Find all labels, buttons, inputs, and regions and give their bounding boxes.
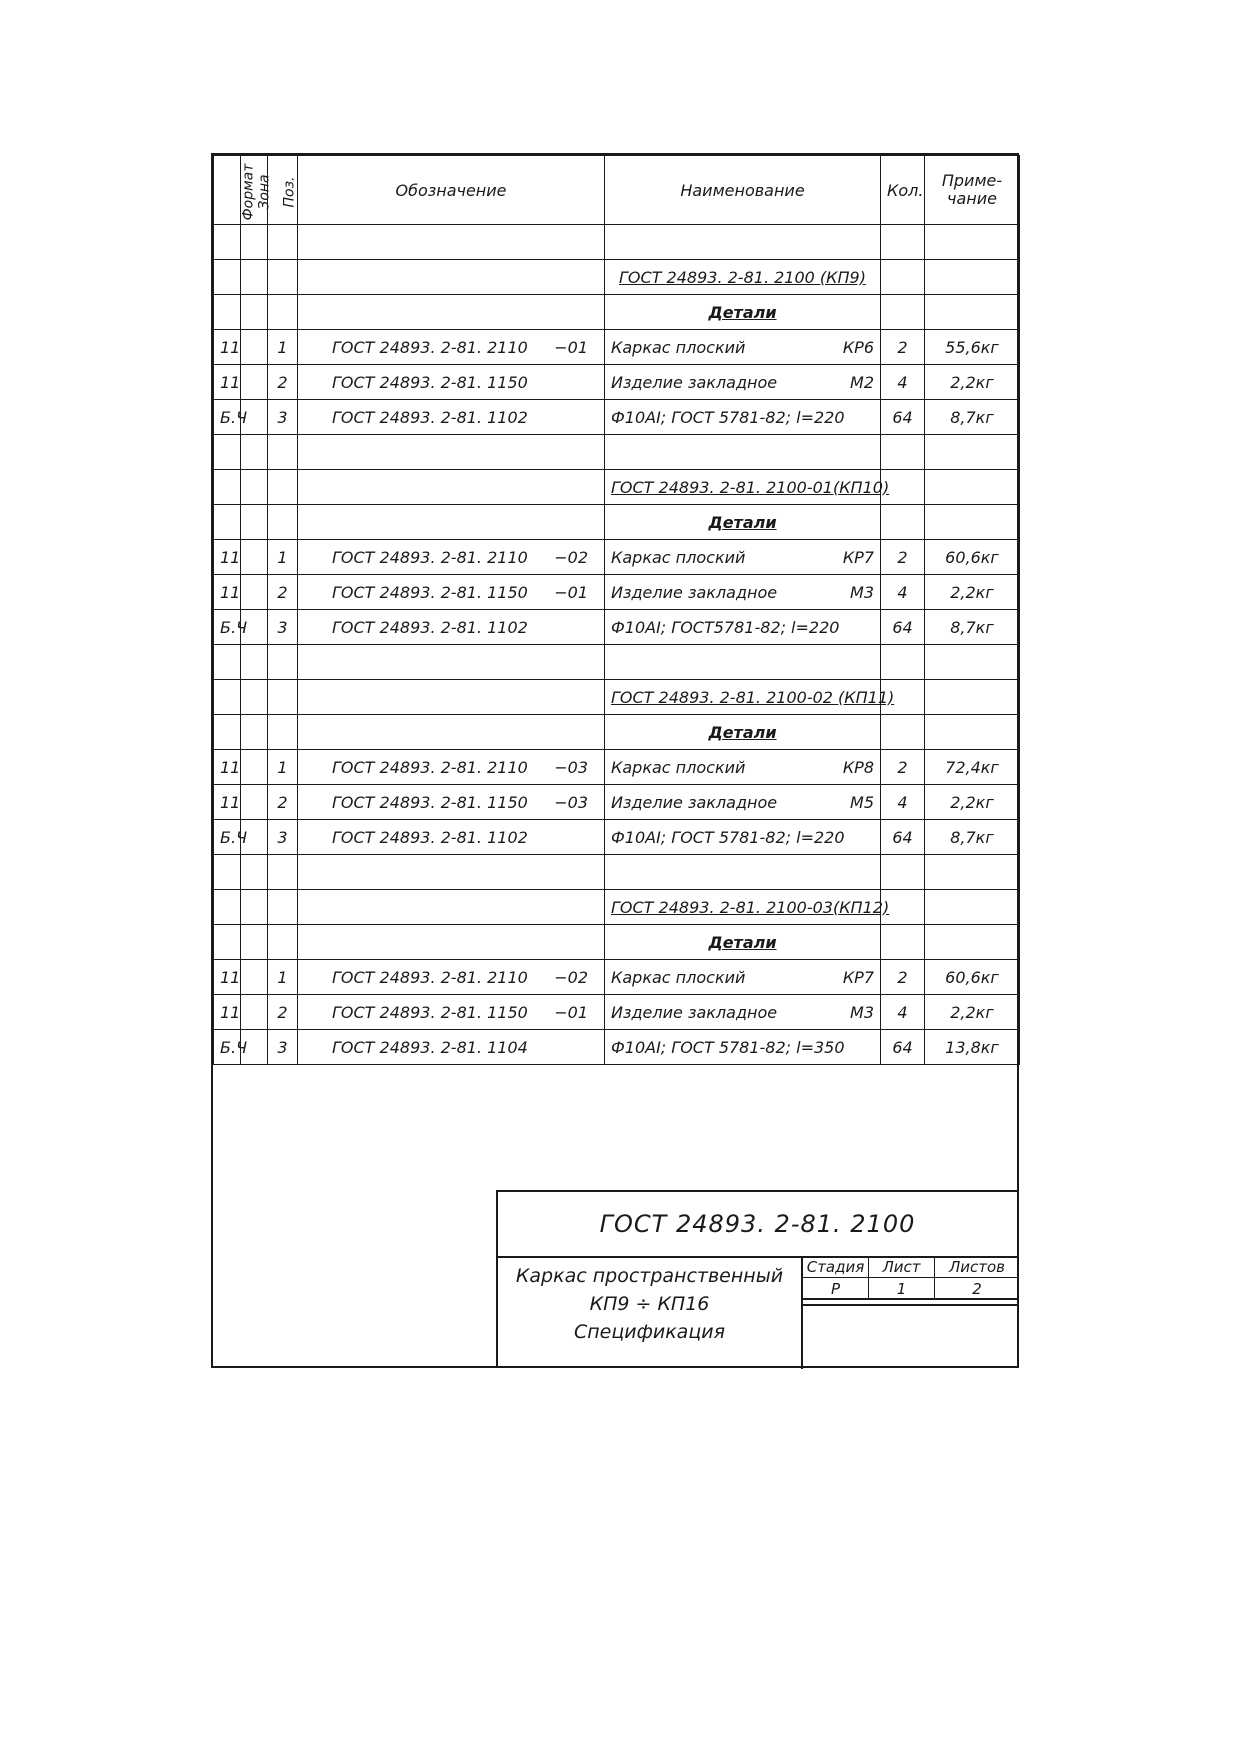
qty-cell: 2 (881, 960, 925, 995)
designation-wrap (304, 618, 598, 637)
table-row (214, 1030, 1020, 1065)
empty-cell (268, 715, 298, 750)
table-row (214, 575, 1020, 610)
sheets-value: 2 (935, 1278, 1019, 1300)
section-details-label-row (214, 505, 1020, 540)
format-cell: 11 (214, 540, 241, 575)
name-cell (605, 400, 881, 435)
item-name: Изделие закладное (611, 1002, 778, 1022)
qty-cell: 4 (881, 575, 925, 610)
qty-cell: 64 (881, 1030, 925, 1065)
zone-cell (241, 750, 268, 785)
section-document-row (214, 470, 1020, 505)
empty-cell (881, 645, 925, 680)
sheets-label: Листов (935, 1256, 1019, 1278)
empty-cell (214, 715, 241, 750)
empty-cell (241, 680, 268, 715)
table-row (214, 820, 1020, 855)
empty-cell (881, 855, 925, 890)
name-cell (605, 365, 881, 400)
designation-cell (298, 400, 605, 435)
note-cell: 2,2кг (925, 575, 1020, 610)
sheet-value: 1 (869, 1278, 935, 1300)
pos-cell: 1 (268, 330, 298, 365)
empty-row (214, 435, 1020, 470)
empty-cell (925, 435, 1020, 470)
zone-cell (241, 330, 268, 365)
empty-cell (298, 295, 605, 330)
designation-wrap (304, 583, 598, 602)
designation-wrap (304, 408, 598, 427)
specification-table (213, 155, 1020, 1065)
header-name: Наименование (605, 156, 881, 225)
empty-cell (881, 295, 925, 330)
designation-wrap (304, 968, 598, 987)
empty-cell (214, 295, 241, 330)
name-cell (605, 540, 881, 575)
empty-cell (298, 505, 605, 540)
section-details-label-row (214, 715, 1020, 750)
name-cell (605, 820, 881, 855)
pos-cell: 2 (268, 575, 298, 610)
section-document-text: ГОСТ 24893. 2-81. 2100-01(КП10) (611, 477, 890, 497)
empty-cell (925, 645, 1020, 680)
note-cell: 13,8кг (925, 1030, 1020, 1065)
name-wrap (611, 373, 874, 392)
item-mark: М2 (850, 372, 874, 392)
note-cell: 2,2кг (925, 365, 1020, 400)
designation-wrap (304, 1038, 598, 1057)
empty-cell (268, 225, 298, 260)
empty-cell (298, 260, 605, 295)
empty-row (214, 855, 1020, 890)
zone-cell (241, 575, 268, 610)
title-block (496, 1190, 1017, 1367)
item-name: Ф10АI; ГОСТ 5781-82; l=220 (611, 407, 845, 427)
item-name: Каркас плоский (611, 547, 746, 567)
spec-sheet-frame (211, 153, 1019, 1368)
empty-cell (241, 925, 268, 960)
item-name: Каркас плоский (611, 967, 746, 987)
name-wrap (611, 1038, 874, 1057)
designation-code: ГОСТ 24893. 2-81. 1102 (332, 827, 528, 847)
qty-cell: 64 (881, 820, 925, 855)
empty-cell (881, 260, 925, 295)
designation-cell (298, 1030, 605, 1065)
name-cell (605, 995, 881, 1030)
designation-code: ГОСТ 24893. 2-81. 1104 (332, 1037, 528, 1057)
designation-wrap (304, 758, 598, 777)
designation-code: ГОСТ 24893. 2-81. 2110 (332, 757, 528, 777)
empty-cell (241, 855, 268, 890)
section-document (605, 260, 881, 295)
empty-cell (605, 855, 881, 890)
empty-cell (214, 225, 241, 260)
name-wrap (611, 548, 874, 567)
note-cell: 60,6кг (925, 960, 1020, 995)
designation-code: ГОСТ 24893. 2-81. 1150 (332, 372, 528, 392)
name-wrap (611, 1003, 874, 1022)
empty-cell (925, 890, 1020, 925)
qty-cell: 2 (881, 750, 925, 785)
name-wrap (611, 618, 874, 637)
empty-cell (925, 295, 1020, 330)
note-cell: 2,2кг (925, 785, 1020, 820)
table-row (214, 400, 1020, 435)
section-details-label (605, 925, 881, 960)
zone-cell (241, 365, 268, 400)
name-wrap (611, 338, 874, 357)
item-name: Ф10АI; ГОСТ 5781-82; l=350 (611, 1037, 845, 1057)
item-mark: М3 (850, 582, 874, 602)
designation-code: ГОСТ 24893. 2-81. 1102 (332, 407, 528, 427)
qty-cell: 64 (881, 610, 925, 645)
empty-cell (298, 680, 605, 715)
empty-cell (214, 680, 241, 715)
section-document (605, 470, 890, 505)
format-cell: Б.Ч (214, 1030, 241, 1065)
empty-cell (241, 260, 268, 295)
empty-row (214, 645, 1020, 680)
designation-cell (298, 820, 605, 855)
format-cell: 11 (214, 785, 241, 820)
empty-cell (268, 925, 298, 960)
empty-cell (214, 645, 241, 680)
designation-wrap (304, 1003, 598, 1022)
empty-cell (925, 225, 1020, 260)
name-wrap (611, 408, 874, 427)
designation-suffix: −01 (554, 1002, 588, 1022)
qty-cell: 4 (881, 785, 925, 820)
designation-wrap (304, 793, 598, 812)
name-cell (605, 960, 881, 995)
zone-cell (241, 785, 268, 820)
note-cell: 8,7кг (925, 820, 1020, 855)
header-pos: Поз. (268, 156, 298, 225)
header-row (214, 156, 1020, 225)
designation-wrap (304, 338, 598, 357)
section-details-label-row (214, 295, 1020, 330)
name-cell (605, 785, 881, 820)
pos-cell: 3 (268, 610, 298, 645)
section-details-label-text: Детали (708, 512, 777, 532)
empty-cell (268, 470, 298, 505)
qty-cell: 4 (881, 365, 925, 400)
table-row (214, 365, 1020, 400)
note-cell: 8,7кг (925, 400, 1020, 435)
designation-suffix: −01 (554, 337, 588, 357)
section-details-label-text: Детали (708, 932, 777, 952)
empty-cell (298, 890, 605, 925)
designation-code: ГОСТ 24893. 2-81. 1150 (332, 792, 528, 812)
name-wrap (611, 583, 874, 602)
section-details-label-row (214, 925, 1020, 960)
format-cell: 11 (214, 365, 241, 400)
designation-cell (298, 365, 605, 400)
section-document-text: ГОСТ 24893. 2-81. 2100-02 (КП11) (611, 687, 895, 707)
note-cell: 8,7кг (925, 610, 1020, 645)
empty-cell (925, 715, 1020, 750)
designation-wrap (304, 828, 598, 847)
empty-cell (881, 715, 925, 750)
zone-cell (241, 540, 268, 575)
note-cell: 2,2кг (925, 995, 1020, 1030)
empty-cell (214, 925, 241, 960)
empty-cell (268, 505, 298, 540)
empty-cell (241, 505, 268, 540)
empty-cell (298, 435, 605, 470)
designation-code: ГОСТ 24893. 2-81. 1150 (332, 1002, 528, 1022)
empty-cell (925, 680, 1020, 715)
empty-cell (214, 260, 241, 295)
empty-cell (241, 225, 268, 260)
header-zone: Зона (241, 156, 268, 225)
item-mark: М5 (850, 792, 874, 812)
format-cell: Б.Ч (214, 400, 241, 435)
designation-suffix: −03 (554, 757, 588, 777)
sheet-label: Лист (869, 1256, 935, 1278)
note-cell: 60,6кг (925, 540, 1020, 575)
designation-code: ГОСТ 24893. 2-81. 1102 (332, 617, 528, 637)
format-cell: 11 (214, 330, 241, 365)
empty-cell (214, 855, 241, 890)
designation-wrap (304, 373, 598, 392)
format-cell: Б.Ч (214, 610, 241, 645)
section-document (605, 890, 890, 925)
format-cell: 11 (214, 960, 241, 995)
name-wrap (611, 828, 874, 847)
section-document-row (214, 680, 1020, 715)
pos-cell: 3 (268, 1030, 298, 1065)
item-name: Каркас плоский (611, 757, 746, 777)
section-document (605, 680, 895, 715)
designation-cell (298, 575, 605, 610)
item-name: Ф10АI; ГОСТ 5781-82; l=220 (611, 827, 845, 847)
empty-cell (925, 855, 1020, 890)
item-name: Изделие закладное (611, 582, 778, 602)
designation-code: ГОСТ 24893. 2-81. 2110 (332, 337, 528, 357)
table-row (214, 995, 1020, 1030)
empty-cell (268, 855, 298, 890)
table-row (214, 750, 1020, 785)
empty-cell (268, 295, 298, 330)
empty-cell (605, 645, 881, 680)
name-wrap (611, 793, 874, 812)
table-row (214, 785, 1020, 820)
title-line-2: КП9 ÷ КП16 (589, 1293, 710, 1315)
zone-cell (241, 995, 268, 1030)
empty-cell (605, 225, 881, 260)
pos-cell: 2 (268, 995, 298, 1030)
section-document-row (214, 260, 1020, 295)
designation-suffix: −03 (554, 792, 588, 812)
qty-cell: 64 (881, 400, 925, 435)
specification-body (214, 225, 1020, 1065)
empty-cell (241, 470, 268, 505)
empty-cell (241, 715, 268, 750)
item-name: Ф10АI; ГОСТ5781-82; l=220 (611, 617, 840, 637)
empty-cell (241, 890, 268, 925)
document-code: ГОСТ 24893. 2-81. 2100 (498, 1192, 1017, 1258)
format-cell: Б.Ч (214, 820, 241, 855)
designation-suffix: −02 (554, 547, 588, 567)
pos-cell: 1 (268, 960, 298, 995)
section-document-text: ГОСТ 24893. 2-81. 2100 (КП9) (619, 267, 866, 287)
designation-cell (298, 995, 605, 1030)
pos-cell: 3 (268, 400, 298, 435)
table-row (214, 610, 1020, 645)
pos-cell: 1 (268, 540, 298, 575)
name-cell (605, 610, 881, 645)
designation-suffix: −01 (554, 582, 588, 602)
title-line-3: Спецификация (573, 1321, 726, 1343)
format-cell: 11 (214, 575, 241, 610)
qty-cell: 2 (881, 540, 925, 575)
empty-cell (298, 925, 605, 960)
title-line-1: Каркас пространственный (515, 1265, 784, 1287)
designation-cell (298, 750, 605, 785)
item-name: Каркас плоский (611, 337, 746, 357)
item-mark: КР7 (842, 547, 874, 567)
note-cell: 72,4кг (925, 750, 1020, 785)
name-cell (605, 1030, 881, 1065)
empty-cell (881, 225, 925, 260)
designation-cell (298, 330, 605, 365)
format-cell: 11 (214, 750, 241, 785)
empty-cell (241, 435, 268, 470)
designation-code: ГОСТ 24893. 2-81. 2110 (332, 547, 528, 567)
section-details-label-text: Детали (708, 302, 777, 322)
item-name: Изделие закладное (611, 372, 778, 392)
empty-row (214, 225, 1020, 260)
zone-cell (241, 960, 268, 995)
table-row (214, 960, 1020, 995)
document-title (498, 1256, 803, 1369)
stage-value: Р (803, 1278, 869, 1300)
section-details-label-text: Детали (708, 722, 777, 742)
empty-cell (298, 225, 605, 260)
header-note: Приме- чание (925, 156, 1020, 225)
section-document-text: ГОСТ 24893. 2-81. 2100-03(КП12) (611, 897, 890, 917)
item-mark: М3 (850, 1002, 874, 1022)
name-cell (605, 330, 881, 365)
designation-cell (298, 960, 605, 995)
empty-cell (298, 855, 605, 890)
empty-cell (241, 295, 268, 330)
header-format: Формат (214, 156, 241, 225)
empty-cell (214, 505, 241, 540)
empty-cell (298, 715, 605, 750)
qty-cell: 2 (881, 330, 925, 365)
header-qty: Кол. (881, 156, 925, 225)
pos-cell: 3 (268, 820, 298, 855)
format-cell: 11 (214, 995, 241, 1030)
name-wrap (611, 758, 874, 777)
empty-cell (268, 680, 298, 715)
empty-cell (925, 925, 1020, 960)
empty-cell (881, 435, 925, 470)
empty-cell (268, 260, 298, 295)
designation-cell (298, 785, 605, 820)
section-details-label (605, 505, 881, 540)
section-details-label (605, 715, 881, 750)
pos-cell: 1 (268, 750, 298, 785)
stage-sheet-grid (803, 1256, 1019, 1306)
note-cell: 55,6кг (925, 330, 1020, 365)
empty-cell (214, 435, 241, 470)
designation-cell (298, 540, 605, 575)
designation-cell (298, 610, 605, 645)
empty-cell (881, 925, 925, 960)
section-document-row (214, 890, 1020, 925)
empty-cell (925, 260, 1020, 295)
empty-cell (214, 890, 241, 925)
empty-cell (605, 435, 881, 470)
header-designation: Обозначение (298, 156, 605, 225)
item-mark: КР8 (842, 757, 874, 777)
empty-cell (925, 470, 1020, 505)
item-mark: КР7 (842, 967, 874, 987)
empty-cell (881, 505, 925, 540)
pos-cell: 2 (268, 785, 298, 820)
item-name: Изделие закладное (611, 792, 778, 812)
table-row (214, 540, 1020, 575)
stage-label: Стадия (803, 1256, 869, 1278)
empty-cell (214, 470, 241, 505)
empty-cell (241, 645, 268, 680)
pos-cell: 2 (268, 365, 298, 400)
section-details-label (605, 295, 881, 330)
table-row (214, 330, 1020, 365)
designation-code: ГОСТ 24893. 2-81. 2110 (332, 967, 528, 987)
empty-cell (268, 645, 298, 680)
empty-cell (298, 470, 605, 505)
name-wrap (611, 968, 874, 987)
empty-cell (268, 435, 298, 470)
name-cell (605, 750, 881, 785)
item-mark: КР6 (842, 337, 874, 357)
empty-cell (925, 505, 1020, 540)
name-cell (605, 575, 881, 610)
qty-cell: 4 (881, 995, 925, 1030)
empty-cell (298, 645, 605, 680)
designation-suffix: −02 (554, 967, 588, 987)
designation-code: ГОСТ 24893. 2-81. 1150 (332, 582, 528, 602)
empty-cell (268, 890, 298, 925)
designation-wrap (304, 548, 598, 567)
